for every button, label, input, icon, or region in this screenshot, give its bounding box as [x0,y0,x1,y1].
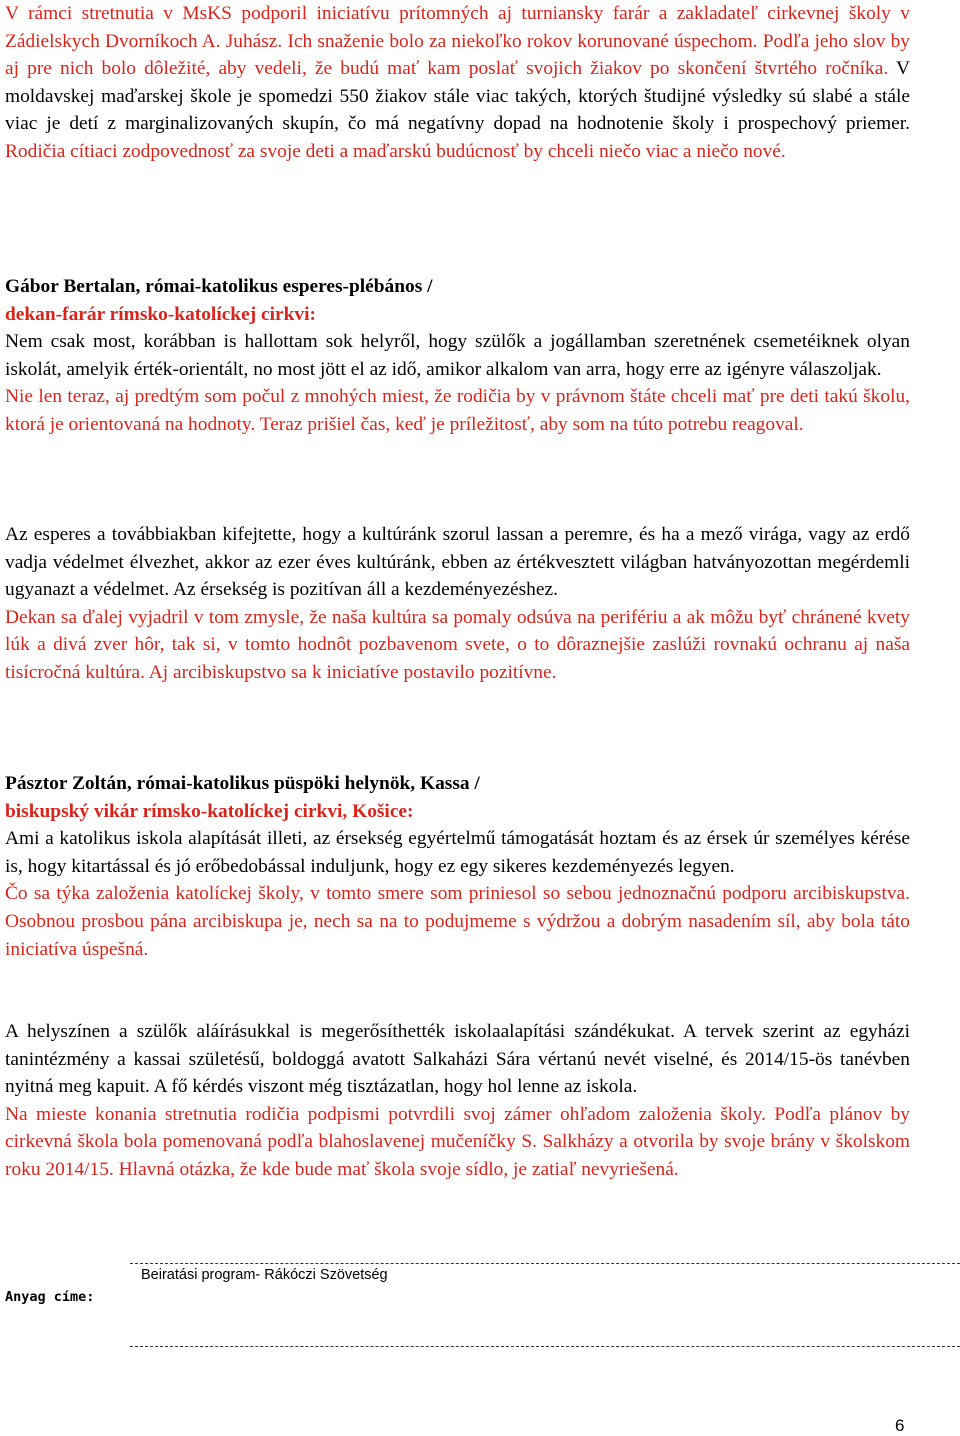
quote-sk: Nie len teraz, aj predtým som počul z mnohých miest, že rodičia by v právnom štáte chceli mať pre deti takú školu, ktorá je orientovaná na hodnoty. Teraz prišiel čas, keď je príležitosť, aby som na túto potrebu reagoval. [5,386,910,435]
paragraph-bertalan [5,273,910,439]
quote-hu: Nem csak most, korábban is hallottam sok helyről, hogy szülők a jogállamban szeretnének csemetéiknek olyan iskolát, amelyik érték-orientált, no most jött el az idő, amikor alkalom van arra, hogy erre az igényre válaszoljak. [5,331,910,380]
paragraph-pasztor [5,770,910,963]
text-parents-wish: Rodičia cítiaci zodpovednosť za svoje deti a maďarskú budúcnosť by chceli niečo viac a niečo nové. [5,140,786,162]
footer-divider-bottom [130,1346,960,1347]
speaker-heading-hu: Pásztor Zoltán, római-katolikus püspöki helynök, Kassa / [5,773,480,794]
text-culture-hu: Az esperes a továbbiakban kifejtette, hogy a kultúránk szorul lassan a peremre, és ha a mező virága, vagy az erdő vadja védelmet élvezhet, akkor az ezer éves kultúránk, ebben az értékvesztett világban hatványozottan megérdemli ugyanazt a védelmet. Az érsekség is pozitívan áll a kezdeményezéshez. [5,524,910,601]
quote-hu: Ami a katolikus iskola alapítását illeti, az érsekség egyértelmű támogatását hoztam és az érsek úr személyes kérése is, hogy kitartással és jó erőbedobással induljunk, hogy ez egy sikeres kezdeményezés legyen. [5,828,910,877]
text-culture-sk: Dekan sa ďalej vyjadril v tom zmysle, že naša kultúra sa pomaly odsúva na perifériu a ak môžu byť chránené kvety lúk a divá zver hôr, tak si, v tomto hodnôt pozbavenom svete, o to dôraznejšie zaslúži rovnakú ochranu aj naša tisícročná kultúra. [5,606,910,683]
text-question-hu: A fő kérdés viszont még tisztázatlan, hogy hol lenne az iskola. [153,1076,638,1098]
text-archdiocese-sk: Aj arcibiskupstvo sa k iniciatíve postavilo pozitívne. [148,661,557,683]
footer-divider-top [130,1263,960,1264]
speaker-heading-hu: Gábor Bertalan, római-katolikus esperes-plébános / [5,276,433,297]
footer-title-label: Anyag címe: [5,1289,95,1305]
speaker-heading-sk: dekan-farár rímsko-katolíckej cirkvi: [5,303,316,325]
text-signatures-hu: A helyszínen a szülők aláírásukkal is megerősíthették iskolaalapítási szándékukat. [5,1021,675,1042]
speaker-heading-sk: biskupský vikár rímsko-katolíckej cirkvi, Košice: [5,800,414,822]
text-signatures-sk: Na mieste konania stretnutia rodičia podpismi potvrdili svoj zámer ohľadom založenia školy. [5,1103,766,1125]
footer-title-value: Beiratási program- Rákóczi Szövetség [141,1267,388,1283]
text-sk-intro: V rámci stretnutia v MsKS podporil iniciatívu prítomných aj turniansky farár a zakladateľ cirkevnej školy v Zádielskych Dvorníkoch A. Juhász. Ich snaženie bolo za niekoľko rokov korunované úspechom. Podľa jeho slov by aj pre nich bolo dôležité, aby vedeli, že budú mať kam poslať svojich žiakov po skončení štvrtého ročníka. [5,3,910,80]
paragraph-culture [5,521,910,687]
text-plans-sk: Podľa plánov by cirkevná škola bola pomenovaná podľa blahoslavenej mučeníčky S. Salkházy a otvorila by svoje brány v školskom roku 2014/15. [5,1103,910,1180]
quote-sk-2: Osobnou prosbou pána arcibiskupa je, nech sa na to podujmeme s výdržou a dobrým nasadením síl, aby bola táto iniciatíva úspešná. [5,910,910,960]
paragraph-signatures [5,1018,910,1184]
text-plans-hu: A tervek szerint az egyházi tanintézmény a kassai születésű, boldoggá avatott Salkaházi Sára vértanú nevét viselné, és 2014/15-ös tanévben nyitná meg kapuit. [5,1021,911,1098]
text-moldava-school: V moldavskej maďarskej škole je spomedzi 550 žiakov stále viac takých, ktorých študijné výsledky sú slabé a stále viac je detí z marginalizovaných skupín, čo má negatívny dopad na hodnotenie školy i prospechový priemer. [5,58,910,135]
paragraph-intro [5,0,910,166]
page-number: 6 [895,1416,905,1435]
quote-sk-1: Čo sa týka založenia katolíckej školy, v tomto smere som priniesol so sebou jednoznačnú podporu arcibiskupstva. [5,883,910,905]
text-question-sk: Hlavná otázka, že kde bude mať škola svoje sídlo, je zatiaľ nevyriešená. [118,1158,679,1180]
